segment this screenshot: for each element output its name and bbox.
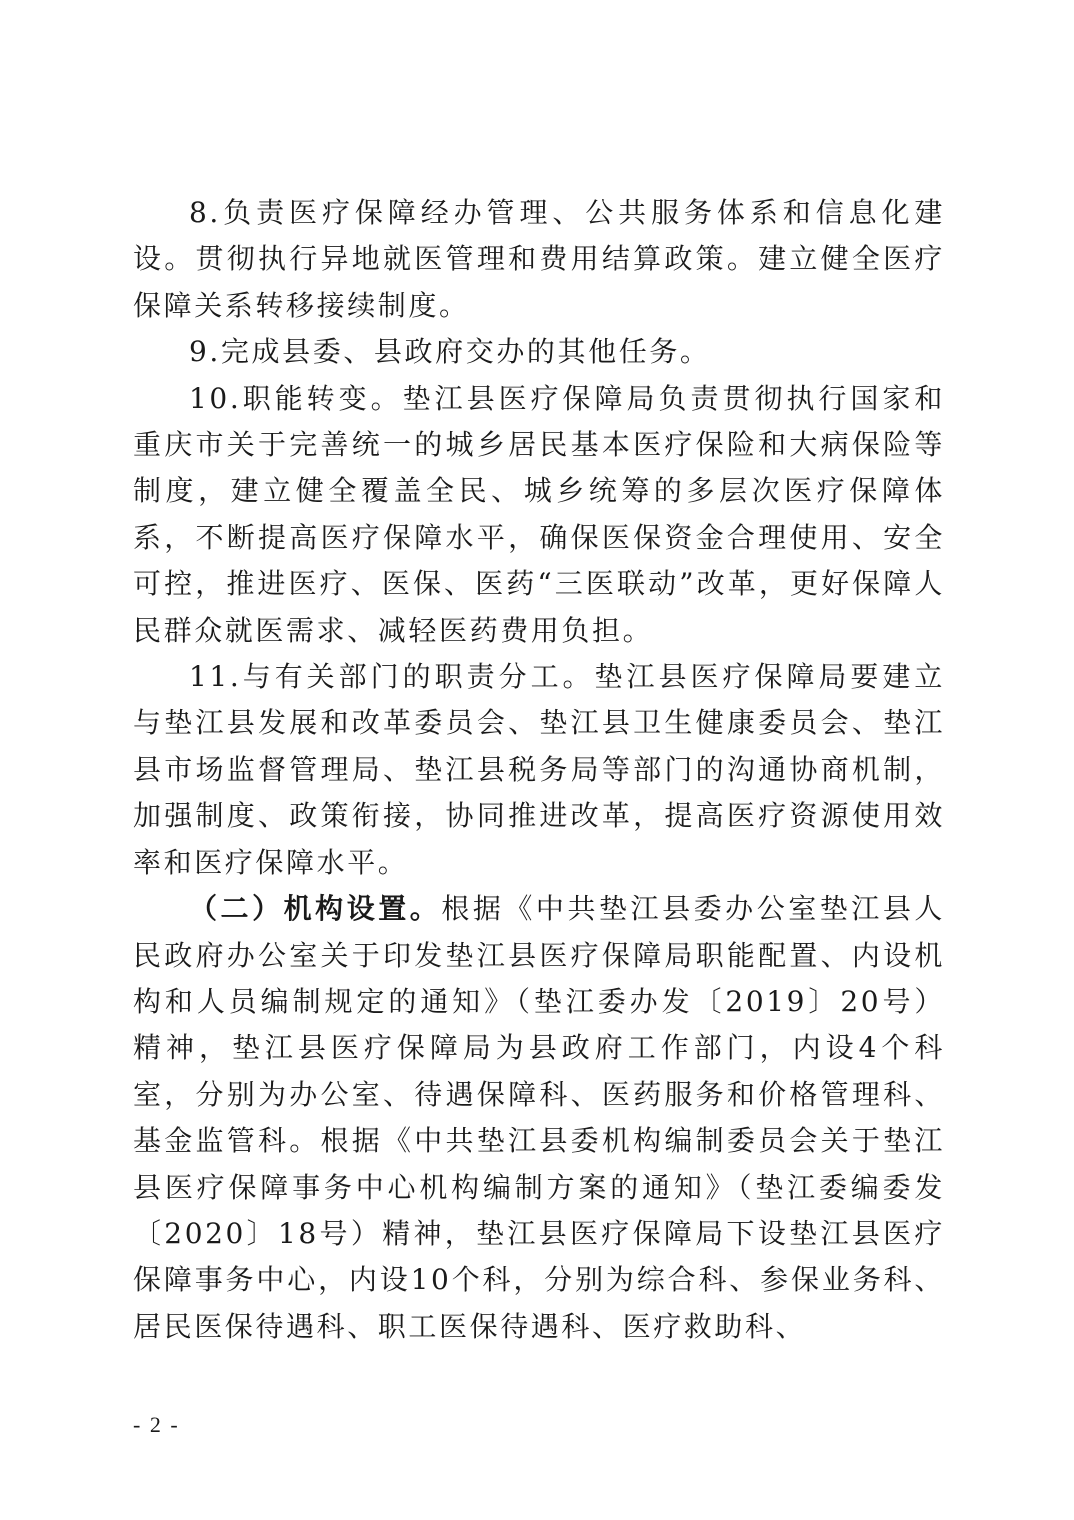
paragraph-text: 9.完成县委、县政府交办的其他任务。: [189, 335, 711, 369]
paragraph-text: 根据《中共垫江县委办公室垫江县人民政府办公室关于印发垫江县医疗保障局职能配置、内设机构和人员编制规定的通知》（垫江委办发〔2019〕20号）精神，垫江县医疗保障局为县政府工作部门，内设4个科室，分别为办公室、待遇保障科、医药服务和价格管理科、基金监管科。根据《中共垫江县委机构编制委员会关于垫江县医疗保障事务中心机构编制方案的通知》（垫江委编委发〔2020〕18号）精神，垫江县医疗保障局下设垫江县医疗保障事务中心，内设10个科，分别为综合科、参保业务科、居民医保待遇科、职工医保待遇科、医疗救助科、: [133, 892, 945, 1343]
document-body: [133, 190, 945, 1350]
paragraph-item-9: [133, 329, 945, 375]
paragraph-text: 11.与有关部门的职责分工。垫江县医疗保障局要建立与垫江县发展和改革委员会、垫江县卫生健康委员会、垫江县市场监督管理局、垫江县税务局等部门的沟通协商机制，加强制度、政策衔接，协同推进改革，提高医疗资源使用效率和医疗保障水平。: [133, 660, 945, 879]
section-heading-lead: （二）机构设置。: [189, 892, 442, 926]
paragraph-organization-setup: [133, 886, 945, 1350]
paragraph-text: 10.职能转变。垫江县医疗保障局负责贯彻执行国家和重庆市关于完善统一的城乡居民基本医疗保险和大病保险等制度，建立健全覆盖全民、城乡统筹的多层次医疗保障体系，不断提高医疗保障水平，确保医保资金合理使用、安全可控，推进医疗、医保、医药“三医联动”改革，更好保障人民群众就医需求、减轻医药费用负担。: [133, 381, 945, 647]
paragraph-text: 8.负责医疗保障经办管理、公共服务体系和信息化建设。贯彻执行异地就医管理和费用结算政策。建立健全医疗保障关系转移接续制度。: [133, 196, 945, 322]
page-number: - 2 -: [133, 1412, 180, 1437]
paragraph-item-8: [133, 190, 945, 329]
paragraph-item-11: [133, 654, 945, 886]
paragraph-item-10: [133, 376, 945, 654]
